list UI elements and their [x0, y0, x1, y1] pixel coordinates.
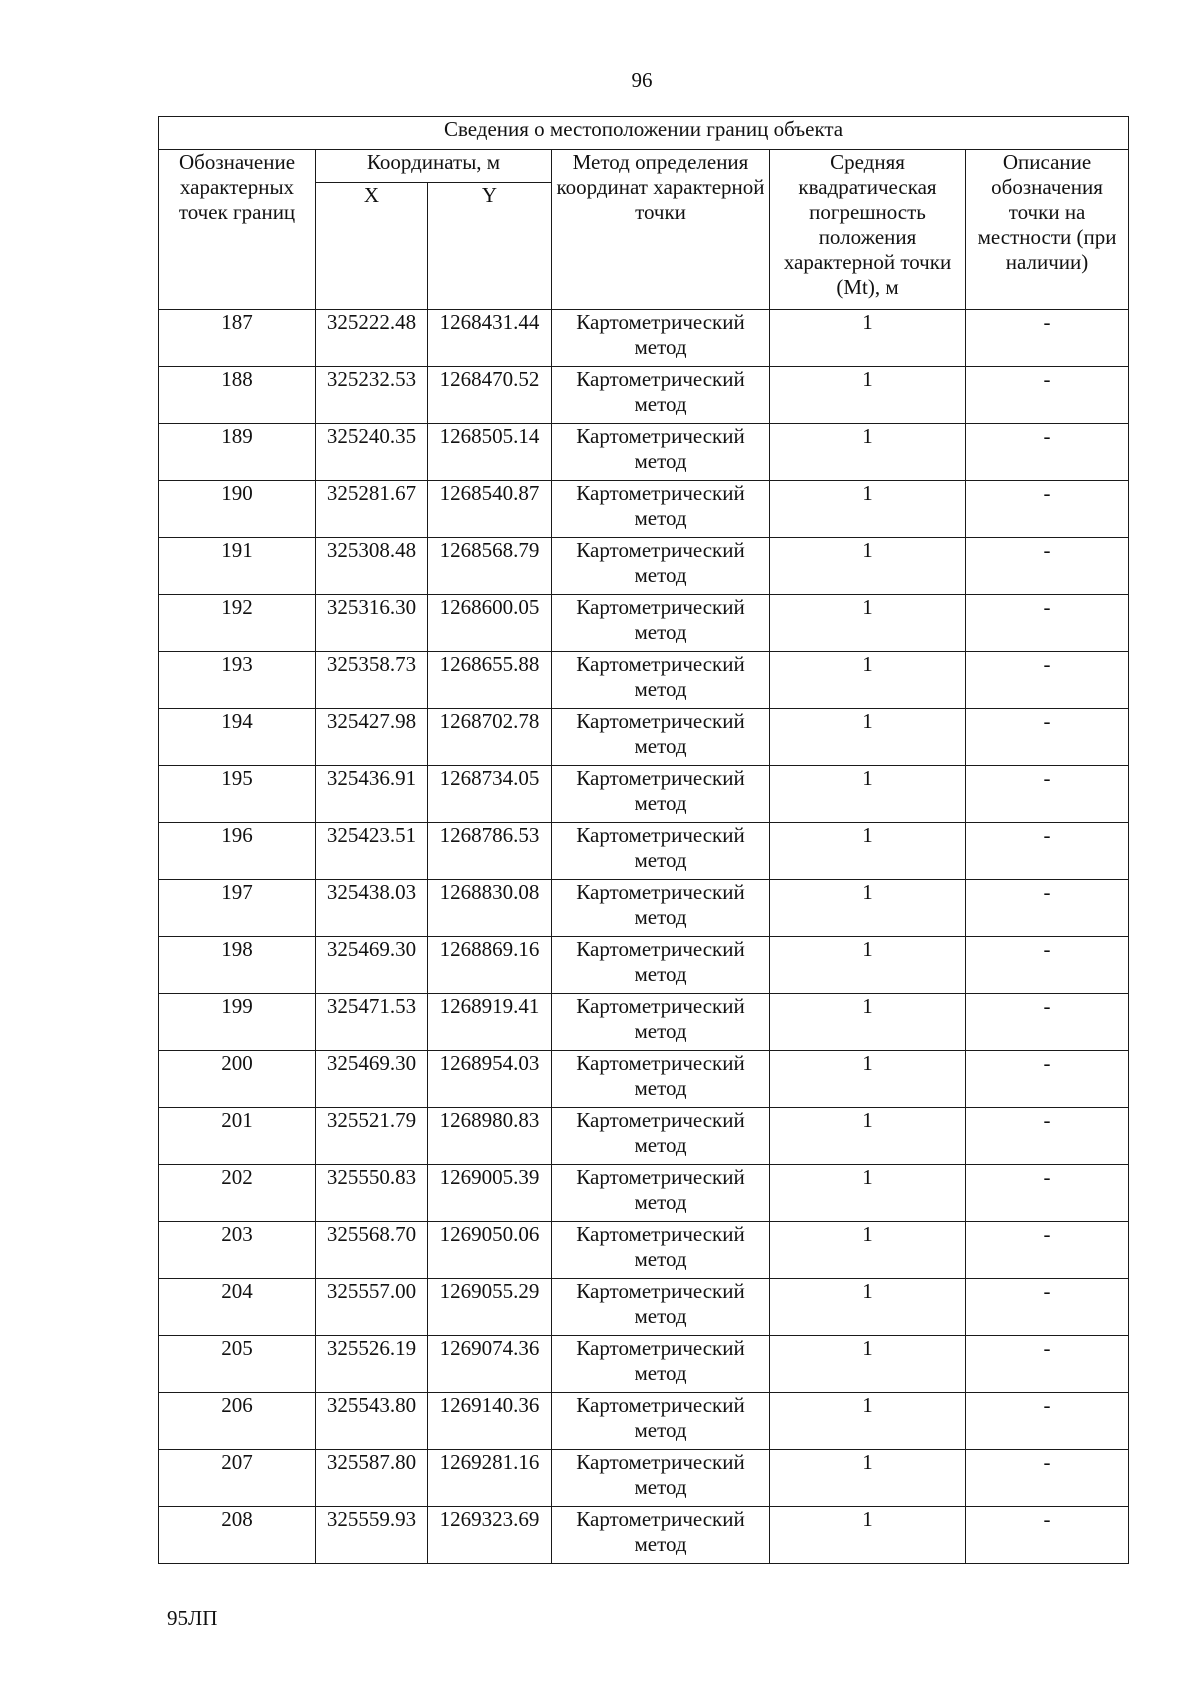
cell-x: 325543.80	[316, 1393, 428, 1450]
cell-y: 1268869.16	[428, 937, 552, 994]
cell-error: 1	[770, 424, 966, 481]
cell-error: 1	[770, 1279, 966, 1336]
cell-point: 205	[159, 1336, 316, 1393]
cell-point: 190	[159, 481, 316, 538]
cell-description: -	[966, 1450, 1129, 1507]
cell-description: -	[966, 367, 1129, 424]
cell-x: 325557.00	[316, 1279, 428, 1336]
cell-y: 1268505.14	[428, 424, 552, 481]
cell-point: 194	[159, 709, 316, 766]
cell-point: 195	[159, 766, 316, 823]
cell-error: 1	[770, 1222, 966, 1279]
cell-point: 189	[159, 424, 316, 481]
cell-y: 1269074.36	[428, 1336, 552, 1393]
cell-y: 1269323.69	[428, 1507, 552, 1564]
cell-method: Картометрический метод	[552, 652, 770, 709]
cell-point: 200	[159, 1051, 316, 1108]
cell-y: 1268830.08	[428, 880, 552, 937]
cell-description: -	[966, 424, 1129, 481]
cell-method: Картометрический метод	[552, 1222, 770, 1279]
page-number: 96	[631, 68, 653, 92]
cell-x: 325281.67	[316, 481, 428, 538]
header-y: Y	[428, 183, 552, 310]
cell-y: 1269050.06	[428, 1222, 552, 1279]
cell-error: 1	[770, 1165, 966, 1222]
cell-point: 188	[159, 367, 316, 424]
cell-method: Картометрический метод	[552, 766, 770, 823]
table-row	[159, 880, 1129, 937]
cell-point: 187	[159, 310, 316, 367]
cell-method: Картометрический метод	[552, 1279, 770, 1336]
cell-description: -	[966, 1051, 1129, 1108]
table-title: Сведения о местоположении границ объекта	[159, 117, 1129, 150]
cell-error: 1	[770, 823, 966, 880]
cell-description: -	[966, 595, 1129, 652]
cell-point: 204	[159, 1279, 316, 1336]
cell-description: -	[966, 937, 1129, 994]
cell-description: -	[966, 310, 1129, 367]
table-row	[159, 1222, 1129, 1279]
cell-y: 1268568.79	[428, 538, 552, 595]
cell-description: -	[966, 1393, 1129, 1450]
header-point: Обозначение характерных точек границ	[159, 150, 316, 310]
cell-error: 1	[770, 880, 966, 937]
cell-point: 208	[159, 1507, 316, 1564]
table-row	[159, 1393, 1129, 1450]
cell-method: Картометрический метод	[552, 1336, 770, 1393]
cell-error: 1	[770, 766, 966, 823]
table-row	[159, 367, 1129, 424]
cell-error: 1	[770, 652, 966, 709]
cell-x: 325308.48	[316, 538, 428, 595]
cell-point: 193	[159, 652, 316, 709]
cell-description: -	[966, 1222, 1129, 1279]
boundary-coordinates-table	[158, 116, 1129, 1564]
table-row	[159, 538, 1129, 595]
table-row	[159, 823, 1129, 880]
cell-x: 325423.51	[316, 823, 428, 880]
cell-x: 325469.30	[316, 937, 428, 994]
cell-description: -	[966, 994, 1129, 1051]
table-row	[159, 1336, 1129, 1393]
cell-x: 325436.91	[316, 766, 428, 823]
cell-error: 1	[770, 937, 966, 994]
cell-y: 1269055.29	[428, 1279, 552, 1336]
cell-method: Картометрический метод	[552, 937, 770, 994]
table-row	[159, 652, 1129, 709]
table-row	[159, 1108, 1129, 1165]
cell-x: 325427.98	[316, 709, 428, 766]
cell-y: 1269140.36	[428, 1393, 552, 1450]
header-method: Метод определения координат характерной точки	[552, 150, 770, 310]
table-row	[159, 994, 1129, 1051]
cell-description: -	[966, 1507, 1129, 1564]
table-row	[159, 1051, 1129, 1108]
cell-description: -	[966, 766, 1129, 823]
cell-y: 1268540.87	[428, 481, 552, 538]
table-row	[159, 937, 1129, 994]
cell-method: Картометрический метод	[552, 880, 770, 937]
cell-method: Картометрический метод	[552, 1507, 770, 1564]
cell-method: Картометрический метод	[552, 595, 770, 652]
cell-error: 1	[770, 595, 966, 652]
footer-code: 95ЛП	[167, 1606, 218, 1630]
cell-y: 1269005.39	[428, 1165, 552, 1222]
cell-x: 325550.83	[316, 1165, 428, 1222]
table-row	[159, 1165, 1129, 1222]
cell-method: Картометрический метод	[552, 1108, 770, 1165]
cell-y: 1268980.83	[428, 1108, 552, 1165]
cell-x: 325521.79	[316, 1108, 428, 1165]
cell-point: 197	[159, 880, 316, 937]
cell-x: 325568.70	[316, 1222, 428, 1279]
table-row	[159, 766, 1129, 823]
cell-x: 325587.80	[316, 1450, 428, 1507]
cell-method: Картометрический метод	[552, 709, 770, 766]
cell-description: -	[966, 1279, 1129, 1336]
cell-error: 1	[770, 538, 966, 595]
cell-y: 1268600.05	[428, 595, 552, 652]
cell-point: 191	[159, 538, 316, 595]
cell-description: -	[966, 1108, 1129, 1165]
cell-error: 1	[770, 1393, 966, 1450]
cell-description: -	[966, 1336, 1129, 1393]
cell-y: 1268786.53	[428, 823, 552, 880]
cell-x: 325559.93	[316, 1507, 428, 1564]
cell-description: -	[966, 880, 1129, 937]
cell-method: Картометрический метод	[552, 481, 770, 538]
cell-method: Картометрический метод	[552, 1393, 770, 1450]
header-description: Описание обозначения точки на местности (при наличии)	[966, 150, 1129, 310]
cell-error: 1	[770, 994, 966, 1051]
cell-x: 325316.30	[316, 595, 428, 652]
cell-error: 1	[770, 1450, 966, 1507]
table-row	[159, 481, 1129, 538]
cell-description: -	[966, 1165, 1129, 1222]
cell-description: -	[966, 481, 1129, 538]
header-error: Средняя квадратическая погрешность положения характерной точки (Mt), м	[770, 150, 966, 310]
cell-error: 1	[770, 481, 966, 538]
cell-point: 199	[159, 994, 316, 1051]
cell-error: 1	[770, 1108, 966, 1165]
cell-method: Картометрический метод	[552, 1165, 770, 1222]
cell-description: -	[966, 709, 1129, 766]
cell-method: Картометрический метод	[552, 823, 770, 880]
cell-y: 1268734.05	[428, 766, 552, 823]
cell-method: Картометрический метод	[552, 994, 770, 1051]
cell-x: 325471.53	[316, 994, 428, 1051]
cell-x: 325469.30	[316, 1051, 428, 1108]
cell-point: 196	[159, 823, 316, 880]
cell-error: 1	[770, 1051, 966, 1108]
table-row	[159, 1450, 1129, 1507]
table-row	[159, 1279, 1129, 1336]
table-row	[159, 1507, 1129, 1564]
cell-error: 1	[770, 1507, 966, 1564]
cell-y: 1269281.16	[428, 1450, 552, 1507]
cell-point: 192	[159, 595, 316, 652]
cell-description: -	[966, 538, 1129, 595]
cell-y: 1268655.88	[428, 652, 552, 709]
cell-point: 202	[159, 1165, 316, 1222]
cell-method: Картометрический метод	[552, 310, 770, 367]
cell-method: Картометрический метод	[552, 424, 770, 481]
cell-method: Картометрический метод	[552, 367, 770, 424]
header-coords: Координаты, м	[316, 150, 552, 183]
cell-point: 203	[159, 1222, 316, 1279]
cell-description: -	[966, 823, 1129, 880]
header-x: X	[316, 183, 428, 310]
cell-y: 1268954.03	[428, 1051, 552, 1108]
cell-method: Картометрический метод	[552, 1051, 770, 1108]
cell-y: 1268470.52	[428, 367, 552, 424]
cell-x: 325358.73	[316, 652, 428, 709]
table-body	[159, 310, 1129, 1564]
cell-method: Картометрический метод	[552, 1450, 770, 1507]
table-row	[159, 709, 1129, 766]
cell-x: 325222.48	[316, 310, 428, 367]
cell-point: 198	[159, 937, 316, 994]
table-row	[159, 424, 1129, 481]
cell-description: -	[966, 652, 1129, 709]
cell-point: 207	[159, 1450, 316, 1507]
cell-y: 1268431.44	[428, 310, 552, 367]
cell-y: 1268702.78	[428, 709, 552, 766]
cell-x: 325232.53	[316, 367, 428, 424]
cell-error: 1	[770, 709, 966, 766]
cell-error: 1	[770, 310, 966, 367]
cell-x: 325438.03	[316, 880, 428, 937]
cell-point: 201	[159, 1108, 316, 1165]
cell-y: 1268919.41	[428, 994, 552, 1051]
cell-x: 325526.19	[316, 1336, 428, 1393]
cell-x: 325240.35	[316, 424, 428, 481]
table-row	[159, 595, 1129, 652]
cell-error: 1	[770, 1336, 966, 1393]
cell-point: 206	[159, 1393, 316, 1450]
table-row	[159, 310, 1129, 367]
cell-method: Картометрический метод	[552, 538, 770, 595]
cell-error: 1	[770, 367, 966, 424]
